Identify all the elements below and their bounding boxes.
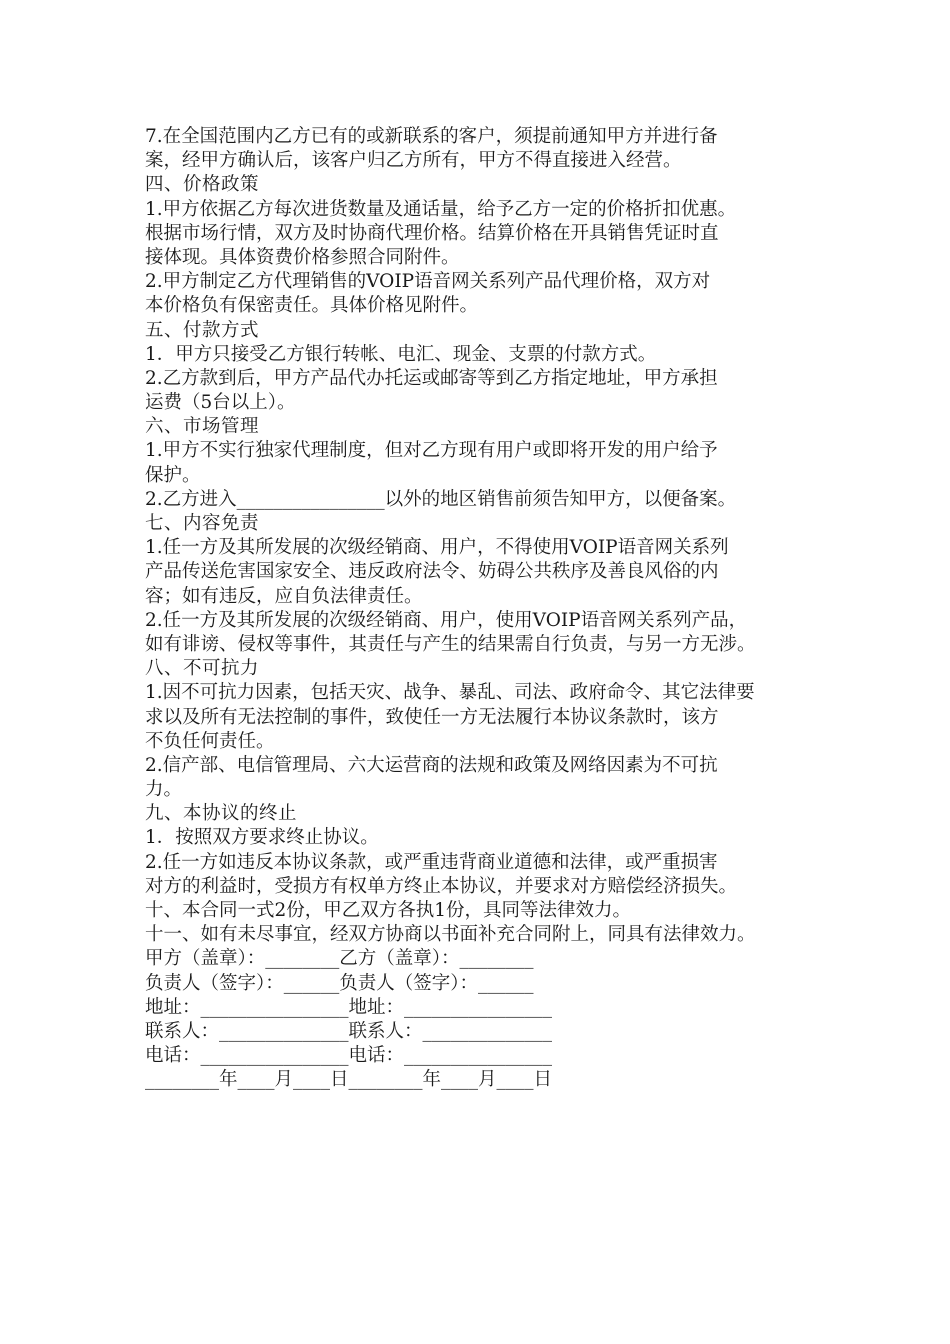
clause-4-2-line-1: 2.甲方制定乙方代理销售的VOIP语音网关系列产品代理价格，双方对 (145, 271, 711, 293)
clause-6-2-line-1: 2.乙方进入________________以外的地区销售前须告知甲方，以便备案。 (145, 488, 737, 510)
section-heading-disclaimer: 七、内容免责 (145, 513, 260, 534)
section-heading-payment: 五、付款方式 (145, 319, 260, 341)
contract-body (145, 125, 835, 1093)
signature-party-seal-row: 甲方（盖章）：________乙方（盖章）：________ (145, 948, 534, 970)
clause-7-1-line-1: 1.任一方及其所发展的次级经销商、用户，不得使用VOIP语音网关系列 (145, 537, 729, 559)
clause-8-1-line-2: 求以及所有无法控制的事件，致使任一方无法履行本协议条款时，该方 (145, 706, 719, 728)
section-heading-market: 六、市场管理 (145, 416, 260, 438)
section-heading-pricing: 四、价格政策 (145, 174, 260, 196)
signature-address-row: 地址：________________地址：________________ (145, 996, 553, 1018)
clause-4-1-line-1: 1.甲方依据乙方每次进货数量及通话量，给予乙方一定的价格折扣优惠。 (145, 198, 737, 220)
clause-3-7-line-1: 7.在全国范围内乙方已有的或新联系的客户，须提前通知甲方并进行备 (145, 126, 718, 147)
clause-8-1-line-1: 1.因不可抗力因素，包括天灾、战争、暴乱、司法、政府命令、其它法律要 (145, 682, 755, 704)
signature-date-row: ________年____月____日________年____月____日 (145, 1069, 553, 1091)
clause-7-2-line-1: 2.任一方及其所发展的次级经销商、用户，使用VOIP语音网关系列产品， (145, 609, 748, 631)
clause-4-2-line-2: 本价格负有保密责任。具体价格见附件。 (145, 295, 479, 317)
clause-9-2-line-1: 2.任一方如违反本协议条款，或严重违背商业道德和法律，或严重损害 (145, 851, 718, 873)
section-heading-termination: 九、本协议的终止 (145, 803, 298, 825)
clause-5-2-line-2: 运费（5台以上）。 (145, 392, 296, 414)
clause-5-2-line-1: 2.乙方款到后，甲方产品代办托运或邮寄等到乙方指定地址，甲方承担 (145, 367, 718, 389)
clause-11-line: 十一、如有未尽事宜，经双方协商以书面补充合同附上，同具有法律效力。 (145, 924, 756, 946)
clause-5-1-line-1: 1．甲方只接受乙方银行转帐、电汇、现金、支票的付款方式。 (145, 343, 657, 365)
clause-10-line: 十、本合同一式2份，甲乙双方各执1份，具同等法律效力。 (145, 900, 632, 921)
clause-6-1-line-2: 保护。 (145, 464, 201, 486)
signature-phone-row: 电话：________________电话：________________ (145, 1045, 553, 1067)
signature-representative-row: 负责人（签字）：______负责人（签字）：______ (145, 972, 534, 994)
clause-3-7-line-2: 案，经甲方确认后，该客户归乙方所有，甲方不得直接进入经营。 (145, 150, 682, 172)
clause-4-1-line-3: 接体现。具体资费价格参照合同附件。 (145, 246, 460, 268)
clause-7-2-line-2: 如有诽谤、侵权等事件，其责任与产生的结果需自行负责，与另一方无涉。 (145, 633, 756, 655)
clause-9-1-line-1: 1．按照双方要求终止协议。 (145, 827, 379, 849)
clause-7-1-line-2: 产品传送危害国家安全、违反政府法令、妨碍公共秩序及善良风俗的内 (145, 561, 719, 583)
clause-7-1-line-3: 容；如有违反，应自负法律责任。 (145, 585, 423, 607)
clause-6-1-line-1: 1.甲方不实行独家代理制度，但对乙方现有用户或即将开发的用户给予 (145, 440, 718, 462)
clause-4-1-line-2: 根据市场行情，双方及时协商代理价格。结算价格在开具销售凭证时直 (145, 222, 719, 244)
clause-8-2-line-1: 2.信产部、电信管理局、六大运营商的法规和政策及网络因素为不可抗 (145, 754, 718, 776)
signature-contact-row: 联系人：______________联系人：______________ (145, 1020, 553, 1042)
clause-8-2-line-2: 力。 (145, 779, 183, 801)
clause-8-1-line-3: 不负任何责任。 (145, 730, 275, 752)
section-heading-force-majeure: 八、不可抗力 (145, 658, 260, 680)
clause-9-2-line-2: 对方的利益时，受损方有权单方终止本协议，并要求对方赔偿经济损失。 (145, 875, 738, 897)
